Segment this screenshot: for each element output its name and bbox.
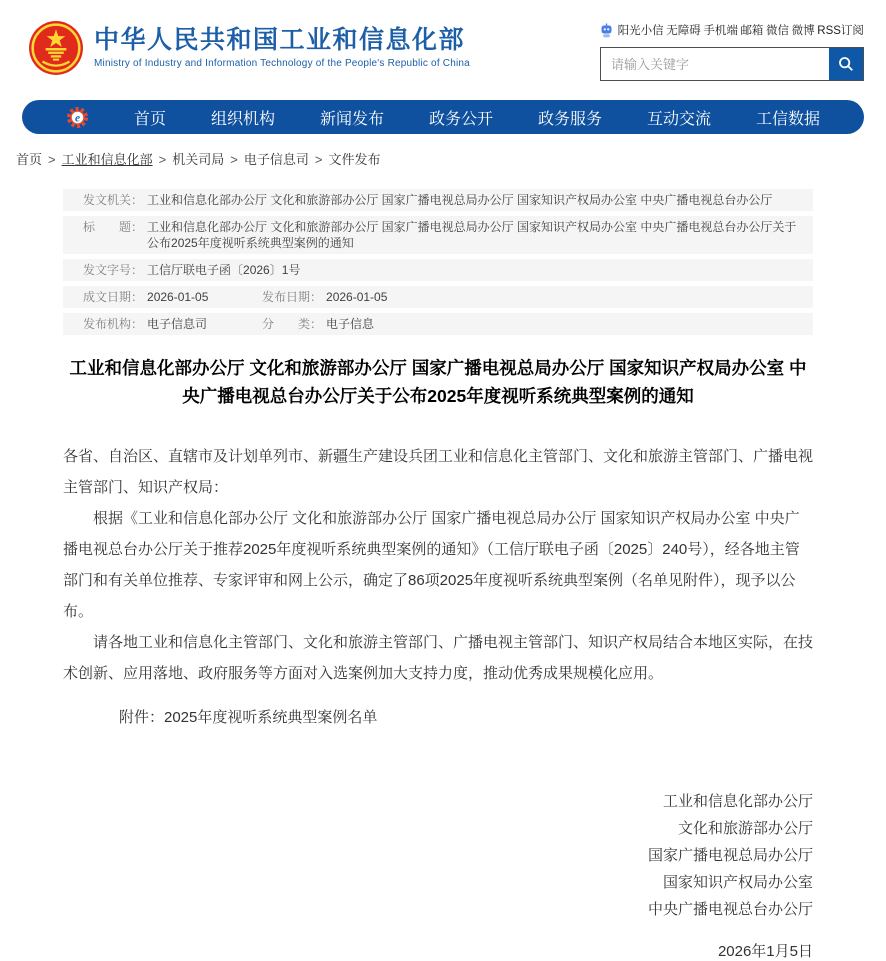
breadcrumb [16,149,886,168]
gear-e-icon [66,106,89,129]
sunshine-mascot-icon [600,23,613,38]
quick-link[interactable]: RSS订阅 [817,25,864,37]
quick-links-bar [600,22,864,38]
search-input[interactable] [601,48,829,80]
meta-value: 工信厅联电子函〔2026〕1号 [147,263,301,277]
quick-link[interactable]: 微信 [766,25,790,37]
meta-label: 分 类： [262,317,323,331]
main-nav [22,100,864,134]
search-button[interactable] [829,48,863,80]
meta-label: 发布日期： [262,290,323,304]
article-body [63,441,813,689]
site-subtitle: Ministry of Industry and Information Technology of the People's Republic of China [94,58,470,70]
meta-value: 2026-01-05 [326,290,388,304]
meta-value: 工业和信息化部办公厅 文化和旅游部办公厅 国家广播电视总局办公厅 国家知识产权局办公室 中央广播电视总台办公厅关于公布2025年度视听系统典型案例的通知 [147,220,797,250]
signature-block [63,788,813,923]
article-paragraph: 各省、自治区、直辖市及计划单列市、新疆生产建设兵团工业和信息化主管部门、文化和旅游主管部门、广播电视主管部门、知识产权局： [63,448,814,496]
breadcrumb-item[interactable]: 工业和信息化部 [61,152,153,167]
attachment-link[interactable]: 附件：2025年度视听系统典型案例名单 [119,709,378,726]
article-title: 工业和信息化部办公厅 文化和旅游部办公厅 国家广播电视总局办公厅 国家知识产权局办公室 中央广播电视总台办公厅关于公布2025年度视听系统典型案例的通知 [69,358,807,406]
doc-meta-table [63,189,813,335]
article [63,354,813,961]
breadcrumb-separator: > [48,152,56,167]
signature-line: 国家知识产权局办公室 [662,874,813,891]
nav-item[interactable]: 政务服务 [537,110,602,128]
meta-cell [83,192,772,208]
meta-row [63,189,813,211]
meta-value: 工业和信息化部办公厅 文化和旅游部办公厅 国家广播电视总局办公厅 国家知识产权局办公室 中央广播电视总台办公厅 [147,193,773,207]
nav-item[interactable]: 首页 [133,110,166,128]
meta-label: 成文日期： [83,290,144,304]
meta-cell [83,289,262,305]
meta-label: 发布机构： [83,317,144,331]
meta-row [63,286,813,308]
meta-cell [262,289,387,305]
search-box [600,47,864,81]
meta-value: 电子信息司 [147,317,208,331]
meta-row [63,216,813,254]
site-title: 中华人民共和国工业和信息化部 [94,25,466,54]
nav-item[interactable]: 互动交流 [646,110,711,128]
meta-row [63,259,813,281]
nav-item[interactable]: 新闻发布 [319,110,384,128]
breadcrumb-separator: > [230,152,238,167]
header-right [600,22,864,81]
site-brand-text [94,27,470,70]
article-paragraph: 请各地工业和信息化主管部门、文化和旅游主管部门、广播电视主管部门、知识产权局结合本地区实际，在技术创新、应用落地、政府服务等方面对入选案例加大支持力度，推动优秀成果规模化应用。 [63,634,814,682]
nav-item[interactable]: 工信数据 [755,110,820,128]
meta-cell [83,262,300,278]
meta-value: 电子信息 [326,317,375,331]
signature-line: 文化和旅游部办公厅 [677,820,813,837]
article-paragraph: 根据《工业和信息化部办公厅 文化和旅游部办公厅 国家广播电视总局办公厅 国家知识产权局办公室 中央广播电视总台办公厅关于推荐2025年度视听系统典型案例的通知》（工信厅联电子函〔2025〕240号），经各地主管部门和有关单位推荐、专家评审和网上公示，确定了86项2025年度视听系统典型案例（名单见附件），现予以公布。 [63,510,800,620]
meta-cell [83,316,262,332]
breadcrumb-item[interactable]: 首页 [16,152,43,167]
quick-link[interactable]: 阳光小信 [617,25,664,37]
meta-value: 2026-01-05 [147,290,209,304]
meta-cell [262,316,374,332]
doc-date: 2026年1月5日 [717,943,813,960]
quick-link[interactable]: 手机端 [703,25,738,37]
svg-text:e: e [74,112,81,125]
signature-line: 中央广播电视总台办公厅 [647,901,813,918]
magnifier-icon [837,55,855,73]
breadcrumb-item[interactable]: 文件发布 [328,152,381,167]
national-emblem-icon [28,20,84,76]
breadcrumb-separator: > [158,152,167,167]
breadcrumb-item[interactable]: 电子信息司 [243,152,309,167]
breadcrumb-item[interactable]: 机关司局 [172,152,225,167]
signature-line: 国家广播电视总局办公厅 [647,847,813,864]
site-brand [28,20,470,76]
meta-row [63,313,813,335]
quick-link[interactable]: 邮箱 [740,25,764,37]
meta-cell [83,219,803,251]
signature-line: 工业和信息化部办公厅 [662,793,813,810]
nav-item[interactable]: 组织机构 [210,110,275,128]
quick-link[interactable]: 无障碍 [666,25,701,37]
meta-label: 标 题： [83,220,144,234]
nav-item[interactable]: 政务公开 [428,110,493,128]
site-header [0,0,886,98]
meta-label: 发文机关： [83,193,144,207]
meta-label: 发文字号： [83,263,144,277]
quick-link[interactable]: 微博 [791,25,815,37]
breadcrumb-separator: > [314,152,323,167]
